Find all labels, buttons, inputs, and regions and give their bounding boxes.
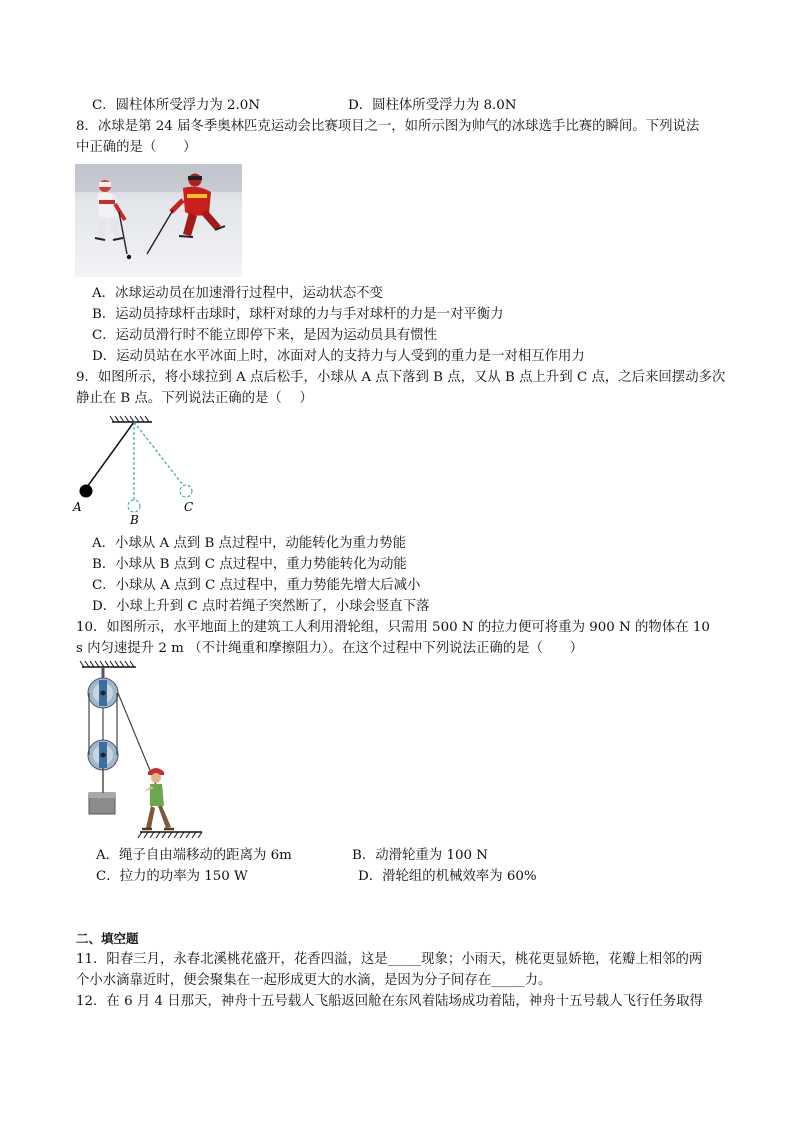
q9-option-c: C．小球从 A 点到 C 点过程中，重力势能先增大后减小	[92, 578, 421, 593]
fixed-pulley	[88, 667, 118, 708]
ice-hockey-photo	[75, 164, 242, 277]
label-b: B	[130, 513, 139, 527]
q11-line1: 11．阳春三月，永春北溪桃花盛开，花香四溢，这是_____现象；小雨天，桃花更显娇艳，花瓣上相邻的两	[76, 952, 703, 967]
q12-line1: 12．在 6 月 4 日那天，神舟十五号载人飞船返回舱在东风着陆场成功着陆，神舟十五号载人飞行任务取得	[76, 994, 703, 1009]
label-c: C	[184, 500, 194, 514]
section-title: 二、填空题	[76, 931, 139, 946]
pendulum-diagram	[66, 415, 206, 530]
q8-stem-line1: 8．冰球是第 24 届冬季奥林匹克运动会比赛项目之一，如所示图为帅气的冰球选手比赛的瞬间。下列说法	[76, 119, 700, 134]
q10-stem-line2: s 内匀速提升 2 m （不计绳重和摩擦阻力）。在这个过程中下列说法正确的是（ ）	[76, 641, 584, 656]
ball-at-a	[80, 485, 93, 498]
movable-pulley	[88, 740, 118, 793]
q9-stem-line1: 9．如图所示，将小球拉到 A 点后松手，小球从 A 点下落到 B 点，又从 B 点上升到 C 点，之后来回摆动多次	[76, 370, 726, 385]
q7-option-d: D．圆柱体所受浮力为 8.0N	[348, 98, 517, 113]
puck	[127, 255, 131, 259]
q8-option-b: B．运动员持球杆击球时，球杆对球的力与手对球杆的力是一对平衡力	[92, 307, 504, 322]
q10-option-a: A．绳子自由端移动的距离为 6m	[96, 848, 292, 863]
pendulum-string	[87, 422, 134, 487]
q8-option-c: C．运动员滑行时不能立即停下来，是因为运动员具有惯性	[92, 328, 438, 343]
q8-option-d: D．运动员站在水平冰面上时，冰面对人的支持力与人受到的重力是一对相互作用力	[92, 349, 585, 364]
q10-stem-line1: 10．如图所示，水平地面上的建筑工人利用滑轮组，只需用 500 N 的拉力便可将重为 900 N 的物体在 10	[76, 620, 710, 635]
q7-option-c: C．圆柱体所受浮力为 2.0N	[92, 98, 261, 113]
ball-at-c	[180, 485, 192, 497]
label-a: A	[73, 500, 82, 514]
q9-option-b: B．小球从 B 点到 C 点过程中，重力势能转化为动能	[92, 557, 407, 572]
q10-option-d: D．滑轮组的机械效率为 60%	[358, 869, 537, 884]
q10-option-c: C．拉力的功率为 150 W	[96, 869, 248, 884]
q8-stem-line2: 中正确的是（ ）	[76, 140, 197, 155]
q8-option-a: A．冰球运动员在加速滑行过程中，运动状态不变	[92, 286, 383, 301]
pulley-diagram	[78, 660, 208, 845]
q9-stem-line2: 静止在 B 点。下列说法正确的是（ ）	[76, 391, 313, 406]
q10-option-b: B．动滑轮重为 100 N	[352, 848, 488, 863]
q11-line2: 个小水滴靠近时，便会聚集在一起形成更大的水滴，是因为分子间存在_____力。	[76, 973, 552, 988]
worker-figure	[142, 768, 174, 829]
q9-option-d: D．小球上升到 C 点时若绳子突然断了，小球会竖直下落	[92, 599, 430, 614]
ball-at-b	[128, 500, 140, 512]
q9-option-a: A．小球从 A 点到 B 点过程中，动能转化为重力势能	[92, 536, 407, 551]
